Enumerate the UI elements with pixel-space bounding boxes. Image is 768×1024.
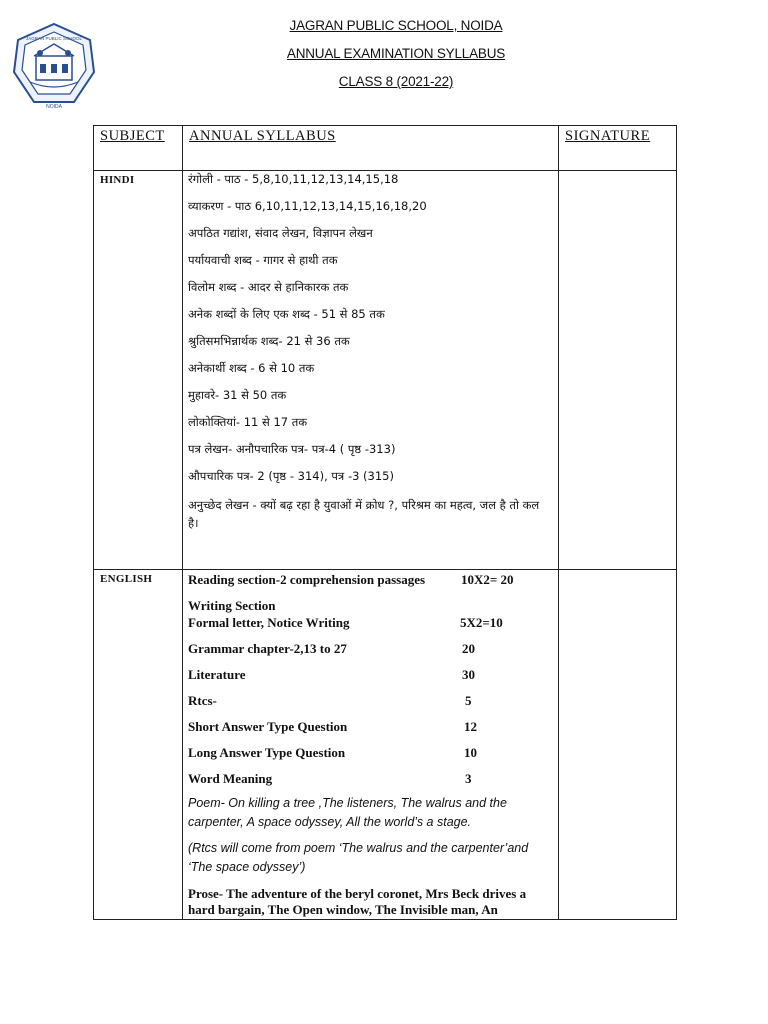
header-signature: SIGNATURE [565, 128, 651, 144]
marks-row [183, 718, 558, 735]
writing-section [183, 614, 558, 631]
prose-list: Prose- The adventure of the beryl coronet, Mrs Beck drives a hard bargain, The Open window, The Invisible man, An [188, 886, 527, 917]
hindi-line: श्रुतिसमभिन्नार्थक शब्द- 21 से 36 तक [188, 334, 350, 348]
marks-row-label: Word Meaning [188, 771, 273, 786]
signature-english [559, 570, 677, 920]
reading-section [183, 571, 558, 588]
hindi-line: अपठित गद्यांश, संवाद लेखन, विज्ञापन लेखन [188, 226, 373, 240]
header-subject: SUBJECT [100, 128, 165, 144]
hindi-line: लोकोक्तियां- 11 से 17 तक [188, 415, 308, 429]
marks-row [183, 770, 558, 787]
marks-row-label: Literature [188, 667, 246, 682]
svg-text:JAGRAN PUBLIC SCHOOL: JAGRAN PUBLIC SCHOOL [25, 36, 83, 41]
rtcs-note: (Rtcs will come from poem ‘The walrus and the carpenter’and ‘The space odyssey’) [188, 841, 529, 874]
table-row-hindi [94, 171, 677, 570]
marks-row-value: 3 [465, 771, 472, 786]
hindi-line: औपचारिक पत्र- 2 (पृष्ठ - 314), पत्र -3 (315) [188, 469, 394, 483]
marks-row-value: 10 [464, 745, 477, 760]
hindi-line: व्याकरण - पाठ 6,10,11,12,13,14,15,16,18,20 [188, 199, 427, 213]
subject-hindi: HINDI [100, 174, 135, 186]
marks-row [183, 640, 558, 657]
marks-row [183, 666, 558, 683]
writing-section-label: Writing Section [188, 598, 276, 613]
writing-marks: 5X2=10 [460, 615, 503, 630]
poem-list: Poem- On killing a tree ,The listeners, The walrus and the carpenter, A space odyssey, All the world’s a stage. [188, 796, 507, 829]
svg-text:NOIDA: NOIDA [46, 104, 62, 110]
hindi-line: विलोम शब्द - आदर से हानिकारक तक [188, 280, 349, 294]
marks-row-value: 5 [465, 693, 472, 708]
hindi-line: अनुच्छेद लेखन - क्यों बढ़ रहा है युवाओं में क्रोध ?, परिश्रम का महत्व, जल है तो कल है। [188, 498, 540, 530]
hindi-line: रंगोली - पाठ - 5,8,10,11,12,13,14,15,18 [188, 172, 399, 186]
marks-row-value: 30 [462, 667, 475, 682]
marks-row [183, 692, 558, 709]
document-title: ANNUAL EXAMINATION SYLLABUS [286, 46, 506, 61]
header-annual-syllabus: ANNUAL SYLLABUS [189, 128, 336, 144]
hindi-syllabus [183, 171, 559, 570]
marks-row-label: Long Answer Type Question [188, 745, 346, 760]
table-header-row [94, 126, 677, 171]
marks-row-value: 20 [462, 641, 475, 656]
signature-hindi [559, 171, 677, 570]
marks-row-label: Grammar chapter-2,13 to 27 [188, 641, 347, 656]
reading-label: Reading section-2 comprehension passages [188, 572, 426, 587]
school-logo [10, 20, 98, 112]
table-row-english [94, 570, 677, 920]
subject-english: ENGLISH [100, 573, 153, 585]
marks-row-label: Rtcs- [188, 693, 217, 708]
marks-row-value: 12 [464, 719, 477, 734]
syllabus-table [93, 125, 677, 920]
writing-sub: Formal letter, Notice Writing [188, 615, 350, 630]
hindi-line: अनेकार्थी शब्द - 6 से 10 तक [188, 361, 315, 375]
class-label: CLASS 8 (2021-22) [338, 74, 454, 89]
hindi-line: मुहावरे- 31 से 50 तक [188, 388, 287, 402]
marks-row [183, 744, 558, 761]
marks-row-label: Short Answer Type Question [188, 719, 348, 734]
school-name: JAGRAN PUBLIC SCHOOL, NOIDA [289, 18, 503, 33]
reading-marks: 10X2= 20 [461, 572, 514, 587]
hindi-line: अनेक शब्दों के लिए एक शब्द - 51 से 85 तक [188, 307, 385, 321]
english-syllabus [183, 570, 559, 920]
hindi-line: पत्र लेखन- अनौपचारिक पत्र- पत्र-4 ( पृष्ठ -313) [188, 442, 396, 456]
hindi-line: पर्यायवाची शब्द - गागर से हाथी तक [188, 253, 338, 267]
